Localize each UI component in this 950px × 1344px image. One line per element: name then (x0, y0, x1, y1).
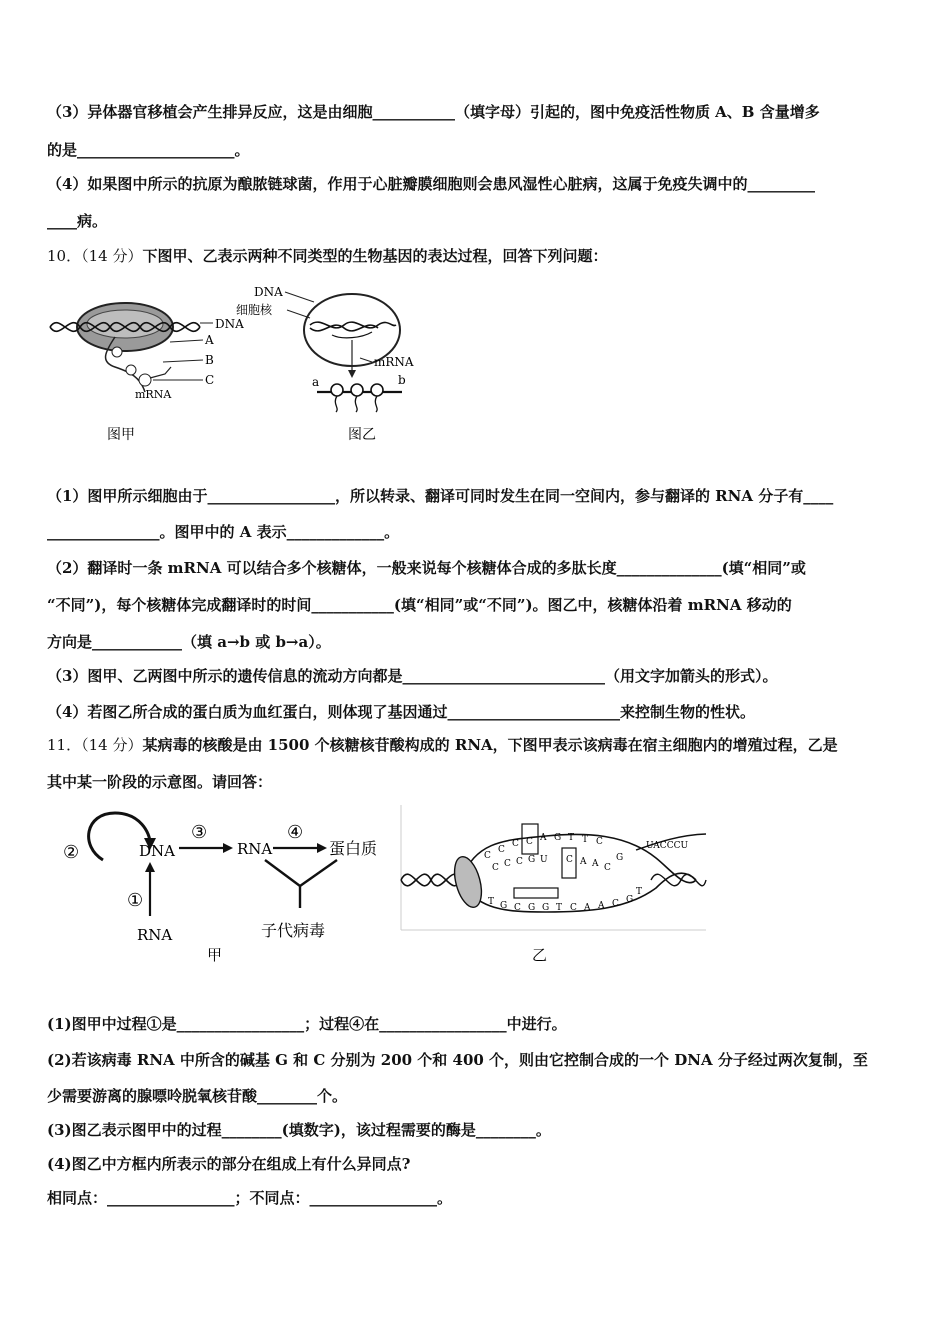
fig-yi-label-nucleus: 细胞核 (236, 303, 273, 317)
q11-jia-rna-bottom: RNA (137, 926, 173, 944)
fig-jia-label-dna: DNA (215, 317, 244, 331)
base-rna-8: A (592, 859, 599, 869)
q9-4-line1: （4）如果图中所示的抗原为酿脓链球菌，作用于心脏瓣膜细胞则会患风湿性心脏病，这属于免疫失调中的_________ (47, 175, 815, 193)
base-bot-5: G (542, 903, 550, 913)
base-bot-8: A (584, 903, 591, 913)
base-bot-6: T (556, 903, 563, 913)
base-top-7: T (568, 833, 575, 843)
base-rna-10: G (616, 853, 624, 863)
fig-yi-label-dna: DNA (254, 285, 283, 299)
q10-2-line1: （2）翻译时一条 mRNA 可以结合多个核糖体，一般来说每个核糖体合成的多肽长度______________(填“相同”或 (47, 559, 806, 577)
base-rna-3: C (516, 857, 523, 867)
base-bot-2: G (500, 901, 508, 911)
base-bot-3: C (514, 903, 521, 913)
base-bot-11: G (626, 895, 634, 905)
fig-yi-label-b: b (398, 373, 406, 387)
base-rna-7: A (580, 857, 587, 867)
q10-1-line2: _______________。图甲中的 A 表示_____________。 (47, 523, 400, 541)
figure-q11-yi-transcription (396, 800, 716, 970)
q11-jia-rna-mid: RNA (237, 840, 273, 858)
base-bot-10: C (612, 899, 619, 909)
base-rna-9: C (604, 863, 611, 873)
q11-3-line: (3)图乙表示图甲中的过程________(填数字)，该过程需要的酶是________。 (47, 1121, 551, 1139)
figure-jia-prokaryote (45, 282, 245, 452)
q11-heading-line2: 其中某一阶段的示意图。请回答： (47, 773, 273, 791)
q11-number: 11．（14 分） (47, 736, 143, 754)
base-top-8: T (582, 835, 589, 845)
q11-1-line: (1)图甲中过程①是_________________；过程④在_________________中进行。 (47, 1015, 567, 1033)
base-top-1: C (484, 851, 491, 861)
fig-jia-label-mrna: mRNA (135, 388, 172, 401)
base-rna-2: C (504, 859, 511, 869)
q10-2-line2: “不同”)，每个核糖体完成翻译时的时间___________(填“相同”或“不同”)。图乙中，核糖体沿着 mRNA 移动的 (47, 596, 792, 614)
fig-yi-label-mrna: mRNA (374, 355, 414, 369)
base-top-9: C (596, 837, 603, 847)
q11-yi-caption: 乙 (532, 946, 548, 964)
q10-heading (47, 246, 607, 266)
base-top-3: C (512, 839, 519, 849)
q10-number: 10．（14 分） (47, 247, 143, 265)
figure-yi-eukaryote (232, 280, 432, 452)
base-rna-1: C (492, 863, 499, 873)
q10-3-line: （3）图甲、乙两图中所示的遗传信息的流动方向都是___________________________（用文字加箭头的形式）。 (47, 667, 778, 685)
q11-jia-circle4: ④ (287, 822, 304, 843)
q10-2-line3: 方向是____________（填 a→b 或 b→a）。 (47, 633, 331, 651)
q11-jia-progeny: 子代病毒 (261, 921, 326, 940)
q11-2-line1: (2)若该病毒 RNA 中所含的碱基 G 和 C 分别为 200 个和 400 个，则由它控制合成的一个 DNA 分子经过两次复制，至 (47, 1051, 868, 1069)
base-top-4: C (526, 837, 533, 847)
base-rna-6: C (566, 855, 573, 865)
q11-jia-circle2: ② (63, 842, 80, 863)
q10-1-line1: （1）图甲所示细胞由于_________________，所以转录、翻译可同时发生在同一空间内，参与翻译的 RNA 分子有____ (47, 487, 834, 505)
fig-yi-caption: 图乙 (348, 427, 376, 443)
base-bot-1: T (488, 897, 495, 907)
q11-jia-caption: 甲 (207, 946, 223, 964)
q11-2-line2: 少需要游离的腺嘌呤脱氧核苷酸________个。 (47, 1087, 348, 1105)
q11-jia-protein: 蛋白质 (329, 839, 378, 858)
q11-jia-circle3: ③ (191, 822, 208, 843)
q11-4-line: (4)图乙中方框内所表示的部分在组成上有什么异同点? (47, 1155, 411, 1173)
fig-jia-caption: 图甲 (107, 427, 135, 443)
q9-3-line1: （3）异体器官移植会产生排异反应，这是由细胞___________（填字母）引起的，图中免疫活性物质 A、B 含量增多 (47, 103, 820, 121)
q11-5-line: 相同点：_________________；不同点：_________________。 (47, 1189, 453, 1207)
base-rna-5: U (540, 855, 548, 865)
q11-heading (47, 735, 838, 755)
q11-jia-circle1: ① (127, 890, 144, 911)
fig-jia-label-c: C (205, 373, 215, 387)
figure-q11-jia-flow (55, 808, 395, 968)
q9-3-line2: 的是_____________________。 (47, 141, 250, 159)
fig-yi-label-a: a (312, 375, 320, 389)
q10-prompt: 下图甲、乙表示两种不同类型的生物基因的表达过程，回答下列问题： (142, 247, 608, 265)
base-bot-7: C (570, 903, 577, 913)
q9-4-line2: ____病。 (47, 212, 108, 230)
base-bot-12: T (636, 887, 643, 897)
q11-jia-dna: DNA (139, 842, 175, 860)
fig-jia-label-a: A (205, 333, 214, 347)
base-top-6: G (554, 833, 562, 843)
q11-prompt: 某病毒的核酸是由 1500 个核糖核苷酸构成的 RNA，下图甲表示该病毒在宿主细胞内的增殖过程，乙是 (142, 736, 838, 754)
base-rna-4: G (528, 855, 536, 865)
rna-tail: UACCCU (646, 841, 689, 851)
base-bot-9: A (598, 901, 605, 911)
q10-4-line: （4）若图乙所合成的蛋白质为血红蛋白，则体现了基因通过_______________________来控制生物的性状。 (47, 703, 755, 721)
base-top-5: A (540, 833, 547, 843)
base-top-2: C (498, 845, 505, 855)
fig-jia-label-b: B (205, 353, 214, 367)
base-bot-4: G (528, 903, 536, 913)
